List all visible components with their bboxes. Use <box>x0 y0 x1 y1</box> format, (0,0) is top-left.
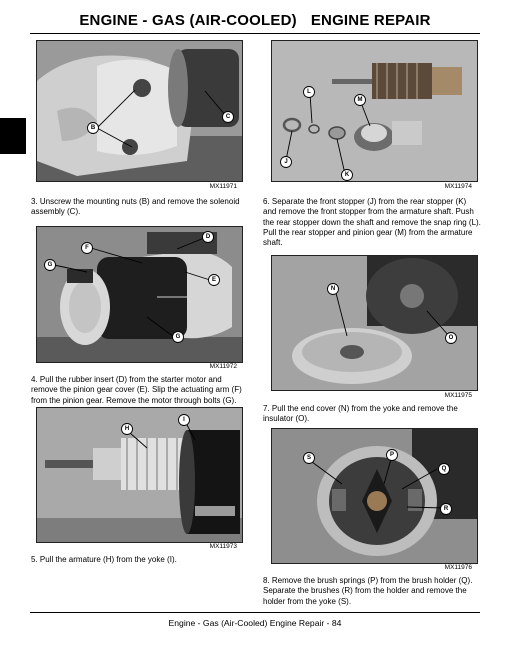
header-rule <box>30 33 480 34</box>
svg-text:H: H <box>124 426 130 432</box>
svg-text:S: S <box>306 455 312 461</box>
callout-m <box>355 95 366 106</box>
photo-brush-holder-callouts <box>272 429 477 563</box>
svg-text:F: F <box>85 245 89 251</box>
svg-text:N: N <box>330 286 336 292</box>
svg-text:K: K <box>344 172 350 178</box>
figure-id-mx11974: MX11974 <box>444 183 472 190</box>
step-5-text: 5. Pull the armature (H) from the yoke (I). <box>31 555 177 564</box>
photo-starter-motor <box>36 226 243 363</box>
photo-armature-yoke-callouts <box>37 408 242 542</box>
svg-text:G: G <box>47 262 53 268</box>
svg-text:M: M <box>357 97 363 103</box>
callout-n <box>328 284 339 295</box>
page-header <box>0 12 510 29</box>
callout-f <box>82 243 93 254</box>
header-chapter-title: ENGINE REPAIR <box>310 12 431 29</box>
photo-armature-yoke <box>36 407 243 543</box>
svg-text:P: P <box>389 452 395 458</box>
svg-text:C: C <box>225 114 231 120</box>
step-7-text: 7. Pull the end cover (N) from the yoke and remove the insulator (O). <box>263 404 458 424</box>
callout-l <box>304 87 315 98</box>
photo-solenoid-mounting <box>36 40 243 182</box>
photo-brush-holder <box>271 428 478 564</box>
callout-g-upper <box>45 260 56 271</box>
step-3-text: 3. Unscrew the mounting nuts (B) and remove the solenoid assembly (C). <box>31 197 240 217</box>
svg-text:O: O <box>448 335 454 341</box>
svg-text:J: J <box>284 159 288 165</box>
photo-solenoid-mounting-callouts <box>37 41 242 181</box>
callout-h <box>122 424 133 435</box>
photo-end-cover <box>271 255 478 391</box>
svg-text:B: B <box>90 125 96 131</box>
callout-p <box>387 450 398 461</box>
callout-r <box>441 504 452 515</box>
callout-b <box>88 123 99 134</box>
step-4-text: 4. Pull the rubber insert (D) from the starter motor and remove the pinion gear cover (E). Slip the actuating arm (F) from the pinion gear. Remove the motor through bolts (G). <box>31 375 242 405</box>
section-tab-marker <box>0 118 26 154</box>
callout-q <box>439 464 450 475</box>
callout-d <box>203 232 214 243</box>
figure-id-mx11976: MX11976 <box>444 564 472 571</box>
page-footer: Engine - Gas (Air-Cooled) Engine Repair - 84 <box>168 618 342 628</box>
callout-o <box>446 333 457 344</box>
callout-g-lower <box>173 332 184 343</box>
callout-i <box>179 415 190 426</box>
svg-text:Q: Q <box>441 466 447 472</box>
svg-text:R: R <box>443 506 449 512</box>
svg-text:L: L <box>307 89 311 95</box>
figure-id-mx11975: MX11975 <box>444 392 472 399</box>
photo-armature-parts <box>271 40 478 182</box>
callout-c <box>223 112 234 123</box>
callout-k <box>342 170 353 181</box>
header-section-title: ENGINE - GAS (AIR-COOLED) <box>79 12 297 29</box>
callout-j <box>281 157 292 168</box>
svg-text:G: G <box>175 334 181 340</box>
footer-rule <box>30 612 480 613</box>
figure-id-mx11973: MX11973 <box>209 543 237 550</box>
callout-e <box>209 275 220 286</box>
callout-s <box>304 453 315 464</box>
step-6-text: 6. Separate the front stopper (J) from the rear stopper (K) and remove the front stopper from the armature shaft. Push the rear stopper down the shaft and remove the snap ring (L). Pull the rear stopper and pinion gear (M) from the armature shaft. <box>263 197 481 248</box>
photo-starter-motor-callouts <box>37 227 242 362</box>
svg-text:I: I <box>183 417 185 423</box>
photo-armature-parts-callouts <box>272 41 477 181</box>
step-8-text: 8. Remove the brush springs (P) from the brush holder (Q). Separate the brushes (R) from the holder and remove the holder from the yoke (S). <box>263 576 473 606</box>
svg-text:E: E <box>211 277 217 283</box>
svg-text:D: D <box>205 234 211 240</box>
figure-id-mx11971: MX11971 <box>209 183 237 190</box>
figure-id-mx11972: MX11972 <box>209 363 237 370</box>
photo-end-cover-callouts <box>272 256 477 390</box>
